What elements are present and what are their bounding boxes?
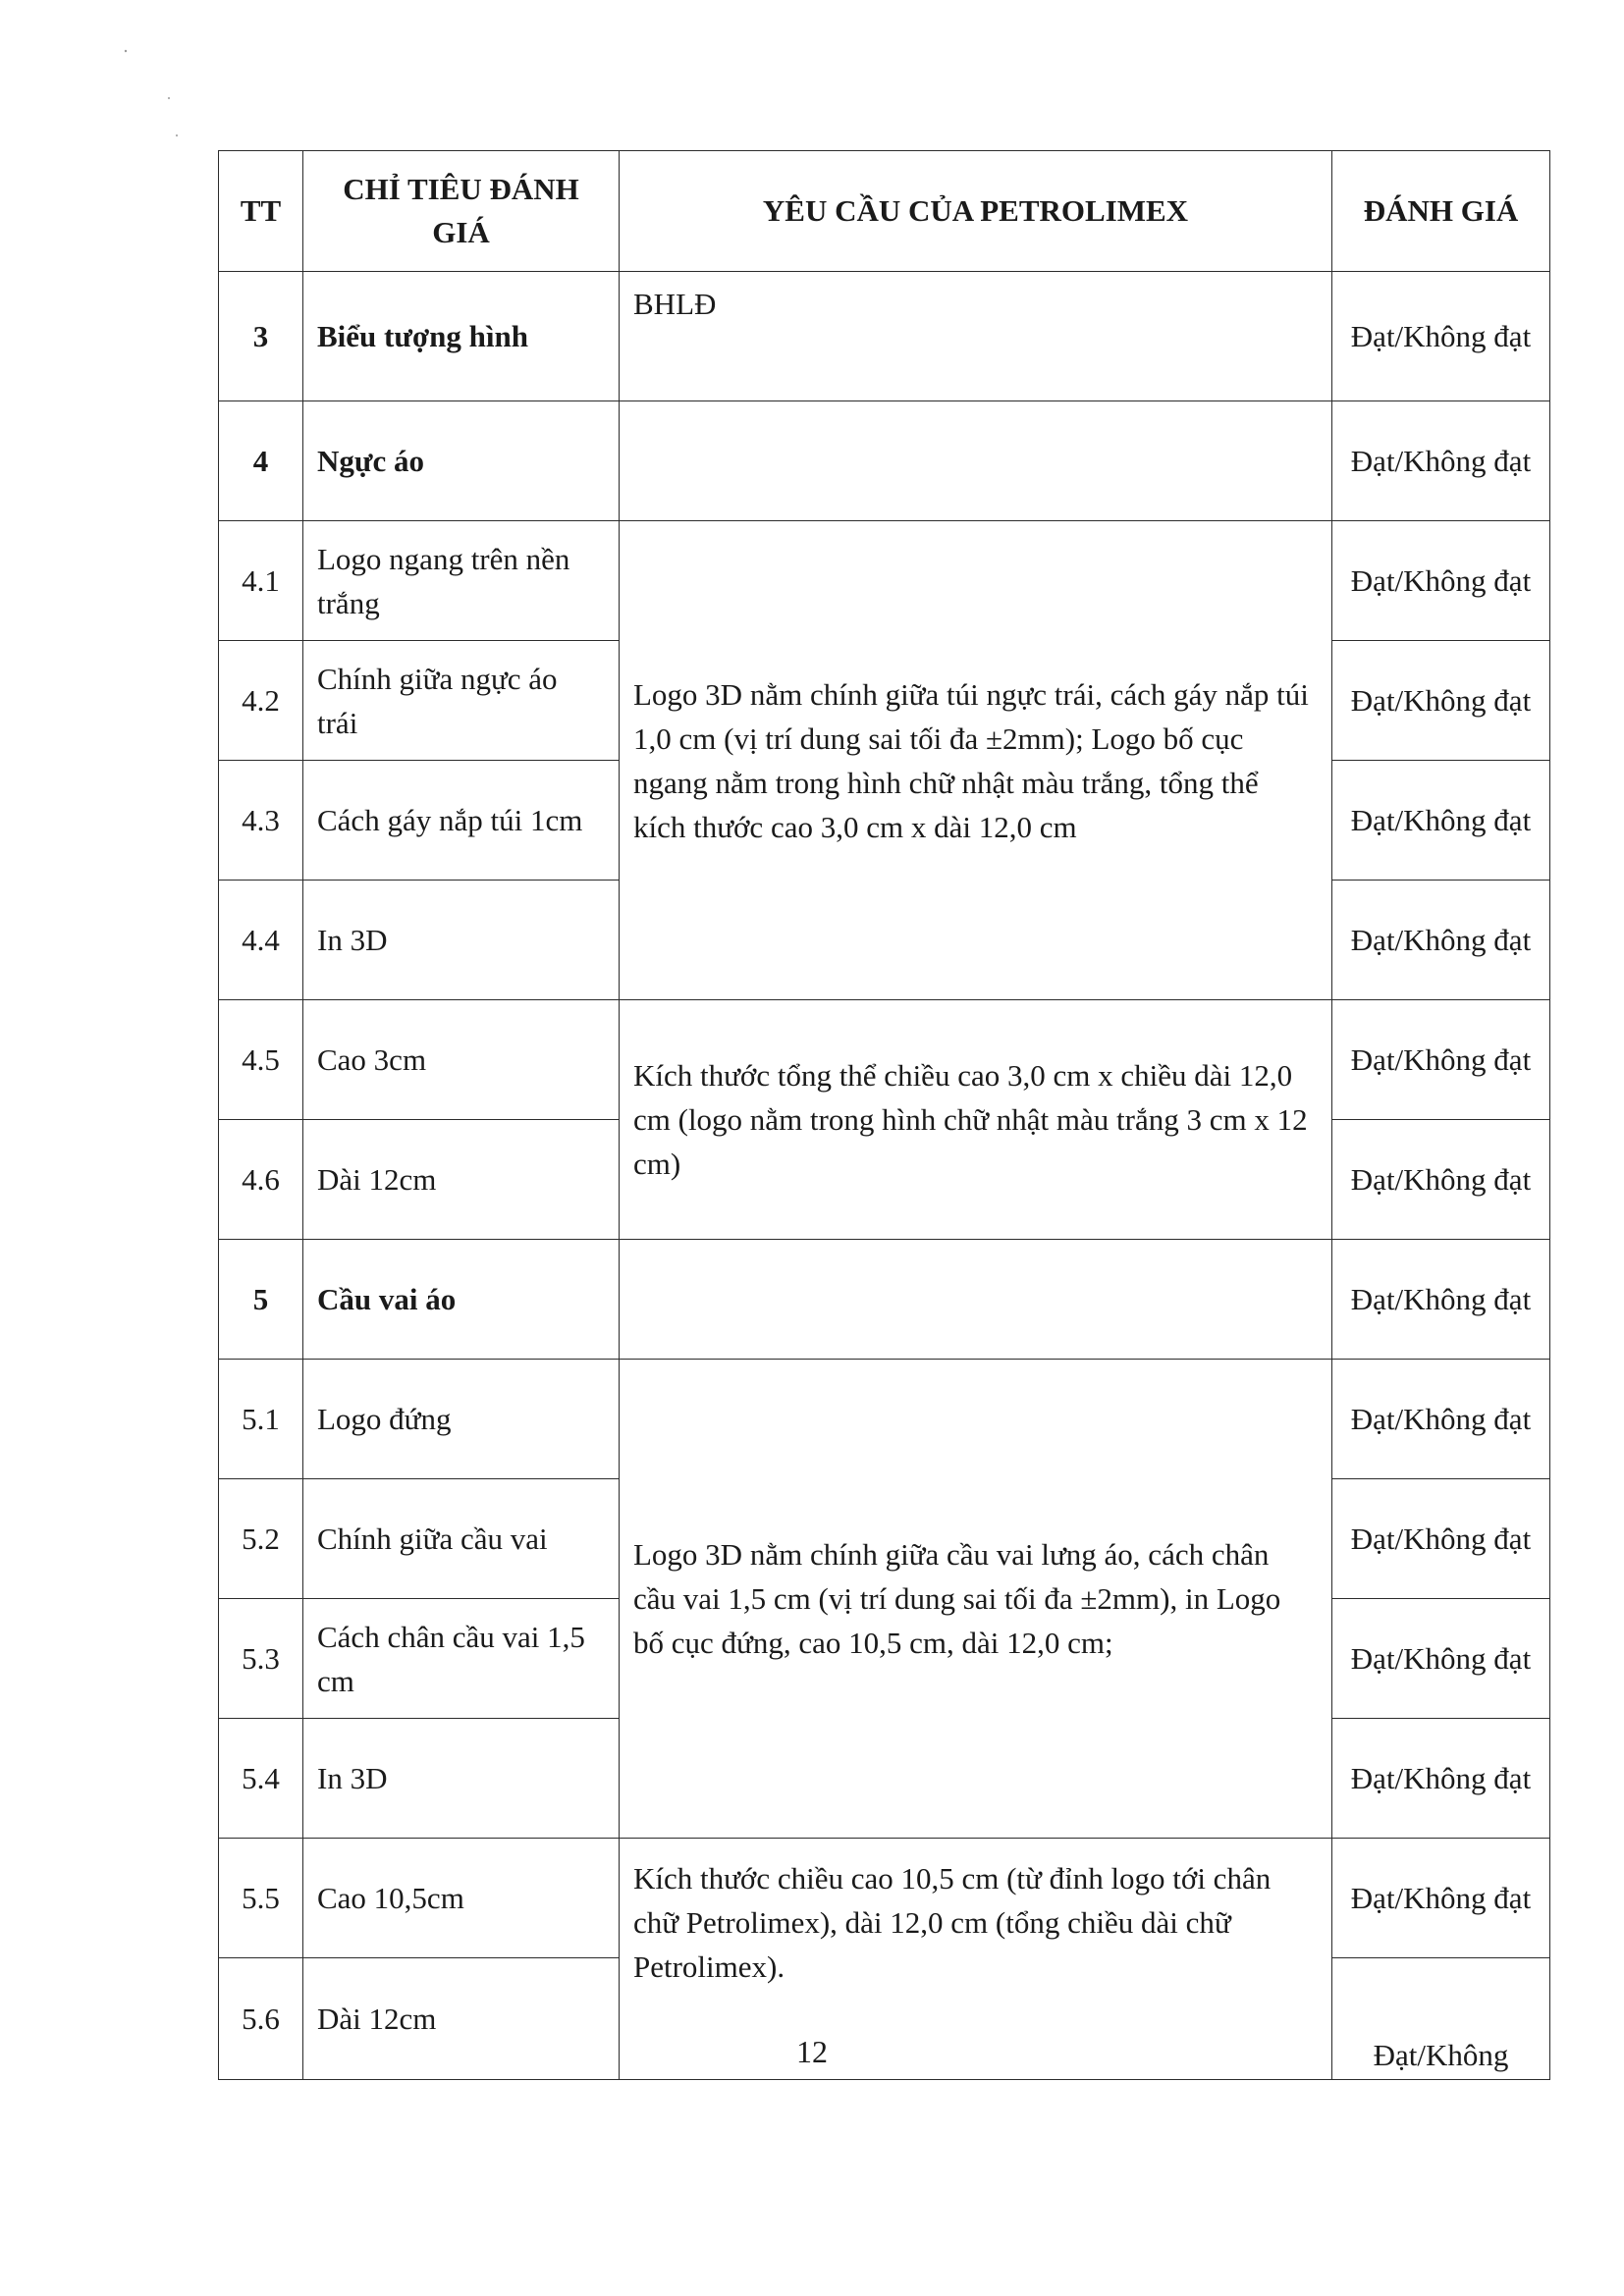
row-tt: 4.4 [219,881,303,1000]
row-evaluation: Đạt/Không đạt [1332,1599,1550,1719]
row-requirement [620,401,1332,521]
row-evaluation: Đạt/Không [1332,1958,1550,2080]
row-requirement: BHLĐ [620,272,1332,401]
row-tt: 4 [219,401,303,521]
header-tt: TT [219,151,303,272]
yoke-logo-requirement: Logo 3D nằm chính giữa cầu vai lưng áo, cách chân cầu vai 1,5 cm (vị trí dung sai tối đa ±2mm), in Logo bố cục đứng, cao 10,5 cm, dài 12,0 cm; [620,1360,1332,1839]
row-tt: 3 [219,272,303,401]
chest-logo-requirement: Logo 3D nằm chính giữa túi ngực trái, cách gáy nắp túi 1,0 cm (vị trí dung sai tối đa ±2mm); Logo bố cục ngang nằm trong hình chữ nhật màu trắng, tổng thể kích thước cao 3,0 cm x dài 12,0 cm [620,521,1332,1000]
row-evaluation: Đạt/Không đạt [1332,1360,1550,1479]
header-evaluation: ĐÁNH GIÁ [1332,151,1550,272]
row-tt: 5.5 [219,1839,303,1958]
row-criteria: Logo đứng [303,1360,620,1479]
row-evaluation: Đạt/Không đạt [1332,1479,1550,1599]
yoke-size-requirement: Kích thước chiều cao 10,5 cm (từ đỉnh logo tới chân chữ Petrolimex), dài 12,0 cm (tổng chiều dài chữ Petrolimex). [620,1839,1332,2080]
table-header-row [219,151,1550,272]
evaluation-table [218,150,1550,2080]
row-criteria: Cao 3cm [303,1000,620,1120]
row-tt: 4.2 [219,641,303,761]
row-evaluation: Đạt/Không đạt [1332,761,1550,881]
table-row [219,272,1550,401]
row-criteria: Ngực áo [303,401,620,521]
row-evaluation: Đạt/Không đạt [1332,401,1550,521]
row-evaluation: Đạt/Không đạt [1332,1719,1550,1839]
row-evaluation: Đạt/Không đạt [1332,881,1550,1000]
row-criteria: In 3D [303,881,620,1000]
row-criteria: Dài 12cm [303,1958,620,2080]
row-requirement [620,1240,1332,1360]
scan-specks [118,39,196,147]
row-tt: 5.2 [219,1479,303,1599]
row-evaluation: Đạt/Không đạt [1332,641,1550,761]
row-criteria: Chính giữa ngực áo trái [303,641,620,761]
row-evaluation: Đạt/Không đạt [1332,1120,1550,1240]
row-criteria: Dài 12cm [303,1120,620,1240]
row-tt: 5.1 [219,1360,303,1479]
row-tt: 4.3 [219,761,303,881]
row-evaluation: Đạt/Không đạt [1332,1839,1550,1958]
row-criteria: In 3D [303,1719,620,1839]
row-evaluation: Đạt/Không đạt [1332,272,1550,401]
table-row [219,1240,1550,1360]
table-row [219,1839,1550,1958]
row-evaluation: Đạt/Không đạt [1332,521,1550,641]
row-tt: 5 [219,1240,303,1360]
table-row [219,1360,1550,1479]
row-tt: 4.5 [219,1000,303,1120]
table-row [219,401,1550,521]
table-row [219,521,1550,641]
row-criteria: Biểu tượng hình [303,272,620,401]
row-criteria: Logo ngang trên nền trắng [303,521,620,641]
chest-size-requirement: Kích thước tổng thể chiều cao 3,0 cm x chiều dài 12,0 cm (logo nằm trong hình chữ nhật màu trắng 3 cm x 12 cm) [620,1000,1332,1240]
row-criteria: Cầu vai áo [303,1240,620,1360]
page-number: 12 [796,2034,828,2069]
row-tt: 5.6 [219,1958,303,2080]
header-requirement: YÊU CẦU CỦA PETROLIMEX [620,151,1332,272]
row-tt: 4.1 [219,521,303,641]
row-criteria: Chính giữa cầu vai [303,1479,620,1599]
row-tt: 5.3 [219,1599,303,1719]
row-criteria: Cao 10,5cm [303,1839,620,1958]
row-criteria: Cách chân cầu vai 1,5 cm [303,1599,620,1719]
row-evaluation: Đạt/Không đạt [1332,1240,1550,1360]
row-tt: 5.4 [219,1719,303,1839]
row-criteria: Cách gáy nắp túi 1cm [303,761,620,881]
row-evaluation: Đạt/Không đạt [1332,1000,1550,1120]
table-row [219,1000,1550,1120]
header-criteria: CHỈ TIÊU ĐÁNH GIÁ [303,151,620,272]
row-tt: 4.6 [219,1120,303,1240]
